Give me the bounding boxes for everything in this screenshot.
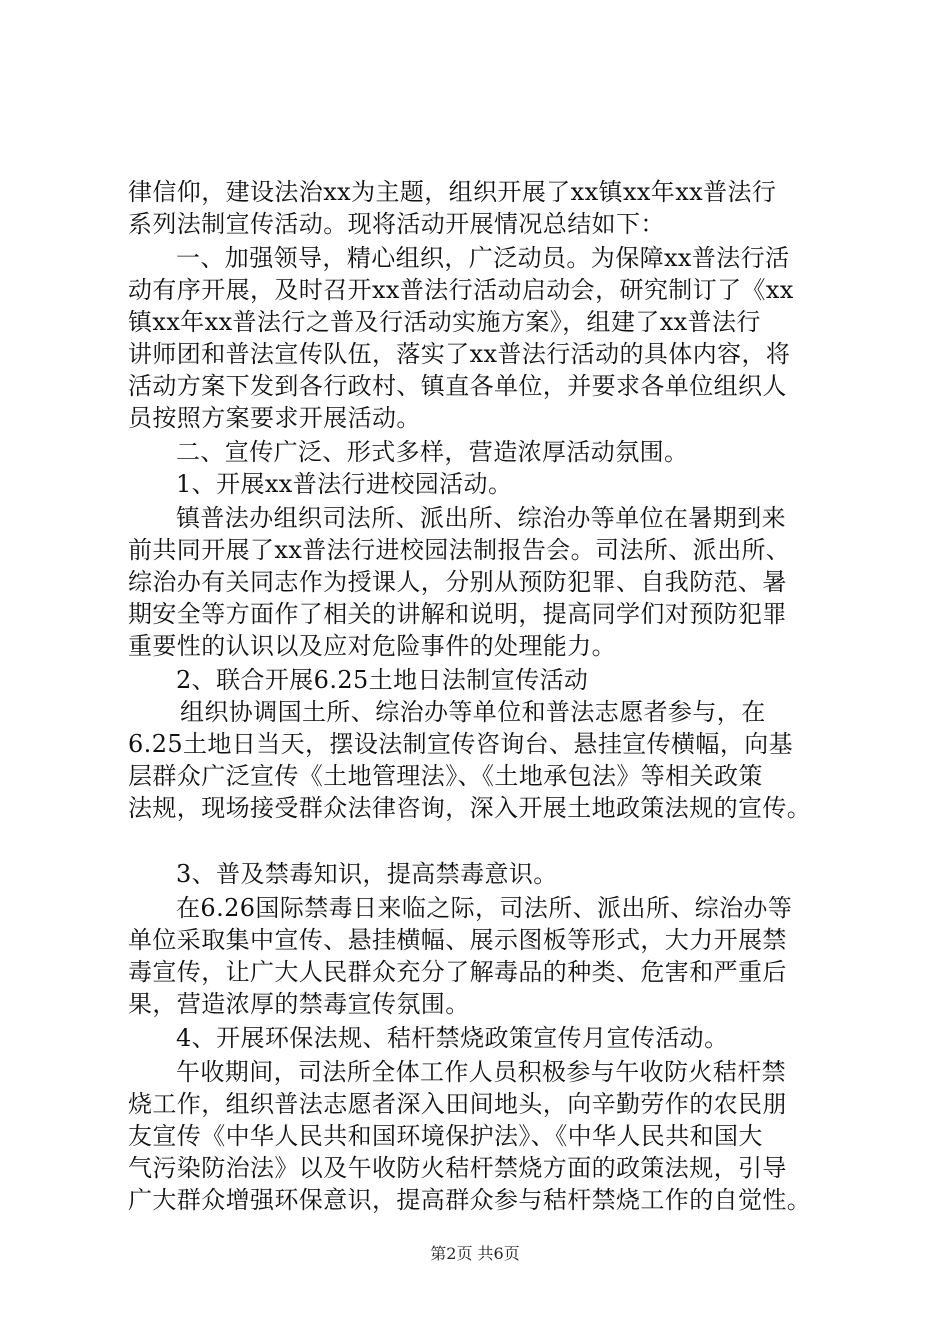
text-line: 动有序开展，及时召开xx普法行活动启动会，研究制订了《xx bbox=[128, 276, 794, 304]
text-line: 一、加强领导，精心组织，广泛动员。为保障xx普法行活 bbox=[176, 244, 790, 272]
text-line: 前共同开展了xx普法行进校园法制报告会。司法所、派出所、 bbox=[128, 536, 791, 564]
text-line: 3、普及禁毒知识，提高禁毒意识。 bbox=[176, 860, 558, 888]
text-line: 广大群众增强环保意识，提高群众参与秸杆禁烧工作的自觉性。 bbox=[128, 1186, 812, 1214]
text-line: 律信仰，建设法治xx为主题，组织开展了xx镇xx年xx普法行 bbox=[128, 178, 777, 206]
text-line: 镇普法办组织司法所、派出所、综治办等单位在暑期到来 bbox=[176, 504, 786, 532]
text-line: 气污染防治法》以及午收防火秸杆禁烧方面的政策法规，引导 bbox=[128, 1154, 787, 1182]
text-line: 重要性的认识以及应对危险事件的处理能力。 bbox=[128, 632, 616, 660]
text-line: 友宣传《中华人民共和国环境保护法》、《中华人民共和国大 bbox=[128, 1122, 763, 1150]
text-line: 4、开展环保法规、秸杆禁烧政策宣传月宣传活动。 bbox=[176, 1024, 729, 1052]
text-line: 1、开展xx普法行进校园活动。 bbox=[176, 470, 513, 498]
text-line: 活动方案下发到各行政村、镇直各单位，并要求各单位组织人 bbox=[128, 372, 787, 400]
text-line: 镇xx年xx普法行之普及行活动实施方案》，组建了xx普法行 bbox=[128, 308, 761, 336]
text-line: 单位采取集中宣传、悬挂横幅、展示图板等形式，大力开展禁 bbox=[128, 926, 787, 954]
text-line: 6.25土地日当天，摆设法制宣传咨询台、悬挂宣传横幅，向基 bbox=[128, 730, 794, 758]
text-line: 二、宣传广泛、形式多样，营造浓厚活动氛围。 bbox=[176, 438, 689, 466]
text-line: 员按照方案要求开展活动。 bbox=[128, 404, 421, 432]
text-line: 午收期间，司法所全体工作人员积极参与午收防火秸杆禁 bbox=[176, 1058, 786, 1086]
text-line: 期安全等方面作了相关的讲解和说明，提高同学们对预防犯罪 bbox=[128, 600, 787, 628]
text-line: 综治办有关同志作为授课人，分别从预防犯罪、自我防范、暑 bbox=[128, 568, 787, 596]
text-line: 毒宣传，让广大人民群众充分了解毒品的种类、危害和严重后 bbox=[128, 958, 787, 986]
text-line: 在6.26国际禁毒日来临之际，司法所、派出所、综治办等 bbox=[176, 894, 793, 922]
text-line: 果，营造浓厚的禁毒宣传氛围。 bbox=[128, 990, 470, 1018]
text-line: 组织协调国土所、综治办等单位和普法志愿者参与，在 bbox=[180, 698, 766, 726]
text-line: 烧工作，组织普法志愿者深入田间地头，向辛勤劳作的农民朋 bbox=[128, 1090, 787, 1118]
text-line: 讲师团和普法宣传队伍，落实了xx普法行活动的具体内容，将 bbox=[128, 340, 791, 368]
text-line: 法规，现场接受群众法律咨询，深入开展土地政策法规的宣传。 bbox=[128, 794, 812, 822]
page-number: 第2页 共6页 bbox=[430, 1244, 520, 1263]
text-line: 系列法制宣传活动。现将活动开展情况总结如下： bbox=[128, 210, 665, 238]
text-line: 层群众广泛宣传《土地管理法》、《土地承包法》等相关政策 bbox=[128, 762, 763, 790]
text-line: 2、联合开展6.25土地日法制宣传活动 bbox=[176, 666, 589, 694]
